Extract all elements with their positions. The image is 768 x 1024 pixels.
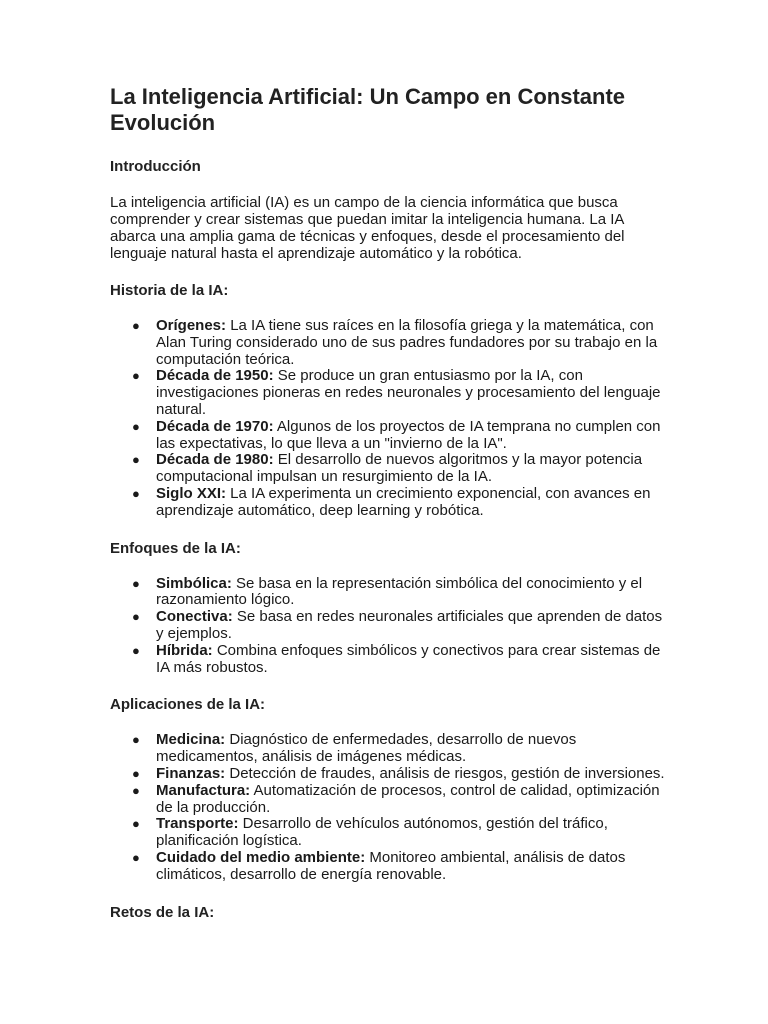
item-term: Década de 1950: bbox=[156, 367, 274, 385]
bullet-icon: ● bbox=[132, 418, 140, 434]
item-term: Conectiva: bbox=[156, 608, 233, 626]
approaches-heading: Enfoques de la IA: bbox=[110, 539, 241, 557]
applications-list bbox=[110, 732, 670, 883]
list-item bbox=[110, 643, 670, 677]
bullet-icon: ● bbox=[132, 609, 140, 625]
document-title: La Inteligencia Artificial: Un Campo en Constante Evolución bbox=[110, 84, 626, 135]
item-text: La IA tiene sus raíces en la filosofía griega y la matemática, con Alan Turing considerado uno de sus padres fundadores por su trabajo en la computación teórica. bbox=[156, 317, 658, 368]
item-term: Finanzas: bbox=[156, 764, 226, 782]
item-text: El desarrollo de nuevos algoritmos y la mayor potencia computacional impulsan un resurgimiento de la IA. bbox=[156, 451, 643, 486]
bullet-icon: ● bbox=[132, 368, 140, 384]
bullet-icon: ● bbox=[132, 782, 140, 798]
item-term: Cuidado del medio ambiente: bbox=[156, 848, 366, 866]
intro-heading: Introducción bbox=[110, 158, 201, 175]
list-item bbox=[110, 816, 670, 850]
item-text: Se produce un gran entusiasmo por la IA, con investigaciones pioneras en redes neuronales y procesamiento del lenguaje natural. bbox=[156, 367, 661, 418]
challenges-heading: Retos de la IA: bbox=[110, 903, 215, 921]
list-item bbox=[110, 486, 670, 520]
bullet-icon: ● bbox=[132, 485, 140, 501]
item-term: Transporte: bbox=[156, 815, 239, 833]
bullet-icon: ● bbox=[132, 816, 140, 832]
list-item bbox=[110, 452, 670, 486]
item-term: Década de 1970: bbox=[156, 417, 274, 435]
intro-paragraph: La inteligencia artificial (IA) es un campo de la ciencia informática que busca comprender y crear sistemas que puedan imitar la inteligencia humana. La IA abarca una amplia gama de técnicas y enfoques, desde el procesamiento del lenguaje natural hasta el aprendizaje automático y la robótica. bbox=[110, 194, 625, 262]
item-text: Monitoreo ambiental, análisis de datos climáticos, desarrollo de energía renovable. bbox=[156, 848, 626, 883]
item-text: Algunos de los proyectos de IA temprana no cumplen con las expectativas, lo que lleva a un "invierno de la IA". bbox=[156, 417, 661, 452]
list-item bbox=[110, 850, 670, 884]
item-text: Desarrollo de vehículos autónomos, gestión del tráfico, planificación logística. bbox=[156, 815, 608, 850]
item-term: Simbólica: bbox=[156, 574, 232, 592]
list-item bbox=[110, 576, 670, 610]
item-text: Combina enfoques simbólicos y conectivos para crear sistemas de IA más robustos. bbox=[156, 641, 661, 676]
document-page bbox=[110, 84, 670, 940]
list-item bbox=[110, 368, 670, 418]
history-heading: Historia de la IA: bbox=[110, 282, 229, 299]
item-term: Medicina: bbox=[156, 731, 226, 749]
bullet-icon: ● bbox=[132, 765, 140, 781]
list-item bbox=[110, 783, 670, 817]
item-term: Década de 1980: bbox=[156, 451, 274, 469]
item-text: Automatización de procesos, control de calidad, optimización de la producción. bbox=[156, 781, 660, 816]
item-term: Orígenes: bbox=[156, 317, 227, 334]
list-item bbox=[110, 766, 670, 783]
bullet-icon: ● bbox=[132, 318, 140, 333]
bullet-icon: ● bbox=[132, 849, 140, 865]
item-term: Manufactura: bbox=[156, 781, 251, 799]
approaches-list bbox=[110, 576, 670, 677]
item-text: Se basa en redes neuronales artificiales que aprenden de datos y ejemplos. bbox=[156, 608, 663, 642]
item-term: Híbrida: bbox=[156, 641, 213, 659]
item-term: Siglo XXI: bbox=[156, 484, 227, 502]
list-item bbox=[110, 419, 670, 453]
bullet-icon: ● bbox=[132, 575, 140, 591]
item-text: Diagnóstico de enfermedades, desarrollo de nuevos medicamentos, análisis de imágenes médicas. bbox=[156, 731, 577, 766]
history-list bbox=[110, 318, 670, 520]
item-text: Se basa en la representación simbólica del conocimiento y el razonamiento lógico. bbox=[156, 574, 643, 609]
list-item bbox=[110, 732, 670, 766]
list-item bbox=[110, 318, 670, 368]
bullet-icon: ● bbox=[132, 452, 140, 468]
item-text: Detección de fraudes, análisis de riesgos, gestión de inversiones. bbox=[225, 764, 665, 782]
list-item bbox=[110, 609, 670, 643]
bullet-icon: ● bbox=[132, 642, 140, 658]
applications-heading: Aplicaciones de la IA: bbox=[110, 696, 266, 714]
item-text: La IA experimenta un crecimiento exponencial, con avances en aprendizaje automático, deep learning y robótica. bbox=[156, 484, 651, 519]
bullet-icon: ● bbox=[132, 732, 140, 748]
